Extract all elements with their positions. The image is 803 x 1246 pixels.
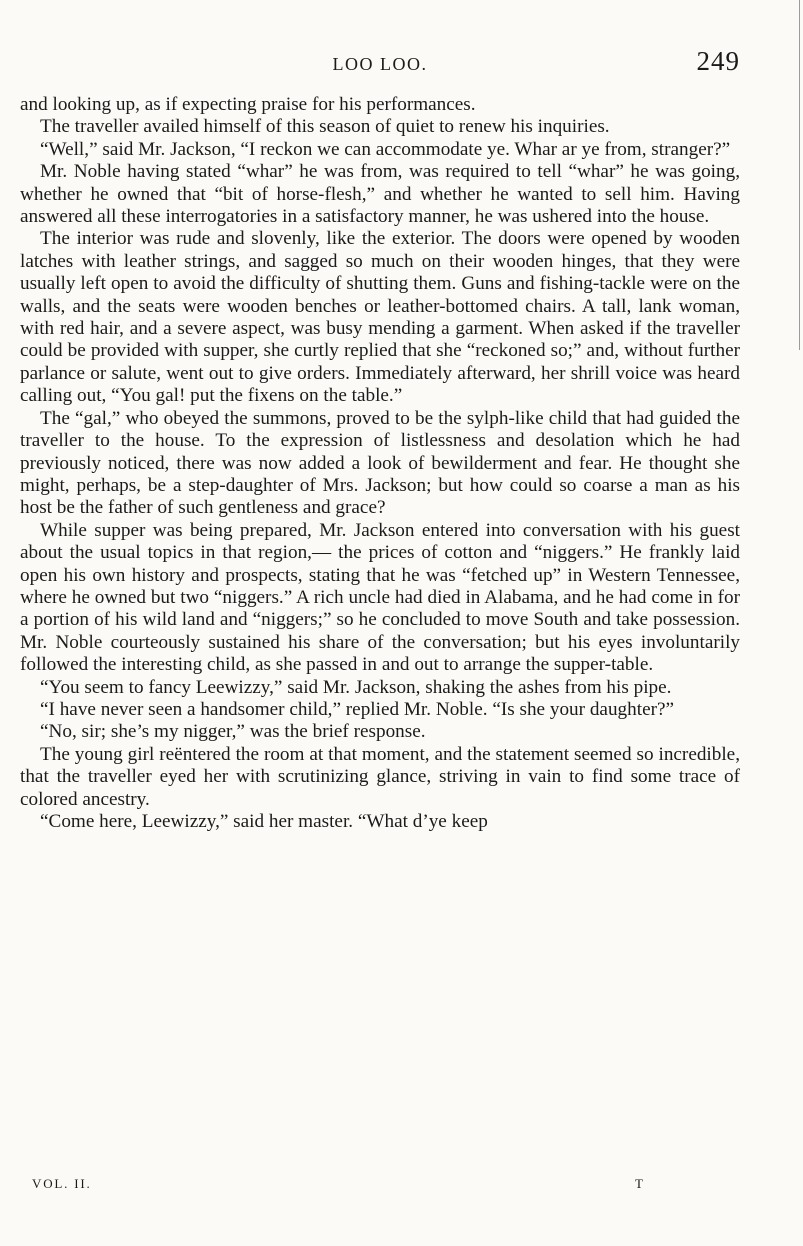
running-title: LOO LOO. [332, 54, 428, 74]
running-head [20, 46, 740, 80]
volume-mark: VOL. II. [32, 1176, 92, 1191]
signature-mark: T [635, 1176, 643, 1191]
page-number: 249 [696, 46, 740, 76]
paragraph-9: “I have never seen a handsomer child,” replied Mr. Noble. “Is she your daughter?” [40, 698, 675, 720]
page-footer [20, 1176, 740, 1200]
paragraph-7: While supper was being prepared, Mr. Jackson entered into conversation with his guest about the usual topics in that region,— the prices of cotton and “niggers.” He frankly laid open his own history and prospects, stating that he was “fetched up” in Western Tennessee, where he owned but two “niggers.” A rich uncle had died in Alabama, and he had come in for a portion of his wild land and “niggers;” so he concluded to move South and take possession. Mr. Noble courteously sustained his share of the conversation; but his eyes involuntarily followed the interesting child, as she passed in and out to arrange the supper-table. [20, 519, 740, 676]
paragraph-5: The interior was rude and slovenly, like the exterior. The doors were opened by wooden latches with leather strings, and sagged so much on their wooden hinges, that they were usually left open to avoid the difficulty of shutting them. Guns and fishing-tackle were on the walls, and the seats were wooden benches or leather-bottomed chairs. A tall, lank woman, with red hair, and a severe aspect, was busy mending a garment. When asked if the traveller could be provided with supper, she curtly replied that she “reckoned so;” and, without further parlance or salute, went out to give orders. Immediately afterward, her shrill voice was heard calling out, “You gal! put the fixens on the table.” [20, 228, 740, 407]
paragraph-10: “No, sir; she’s my nigger,” was the brief response. [40, 721, 426, 743]
paragraph-3: “Well,” said Mr. Jackson, “I reckon we can accommodate ye. Whar ar ye from, stranger?” [40, 138, 731, 160]
body-text [20, 94, 740, 1168]
paragraph-2: The traveller availed himself of this season of quiet to renew his inquiries. [40, 116, 610, 138]
paragraph-1: and looking up, as if expecting praise for his performances. [20, 94, 476, 115]
paragraph-11: The young girl reëntered the room at that moment, and the statement seemed so incredible, that the traveller eyed her with scrutinizing glance, striving in vain to find some trace of colored ancestry. [20, 743, 740, 810]
paragraph-4: Mr. Noble having stated “whar” he was from, was required to tell “whar” he was going, whether he owned that “bit of horse-flesh,” and whether he wanted to sell him. Having answered all these interrogatories in a satisfactory manner, he was ushered into the house. [20, 161, 740, 228]
paragraph-6: The “gal,” who obeyed the summons, proved to be the sylph-like child that had guided the traveller to the house. To the expression of listlessness and desolation which he had previously noticed, there was now added a look of bewilderment and fear. He thought she might, perhaps, be a step-daughter of Mrs. Jackson; but how could so coarse a man as his host be the father of such gentleness and grace? [20, 407, 740, 519]
paragraph-12: “Come here, Leewizzy,” said her master. “What d’ye keep [40, 811, 488, 832]
paragraph-8: “You seem to fancy Leewizzy,” said Mr. Jackson, shaking the ashes from his pipe. [40, 676, 672, 698]
scan-margin-line [799, 0, 800, 350]
